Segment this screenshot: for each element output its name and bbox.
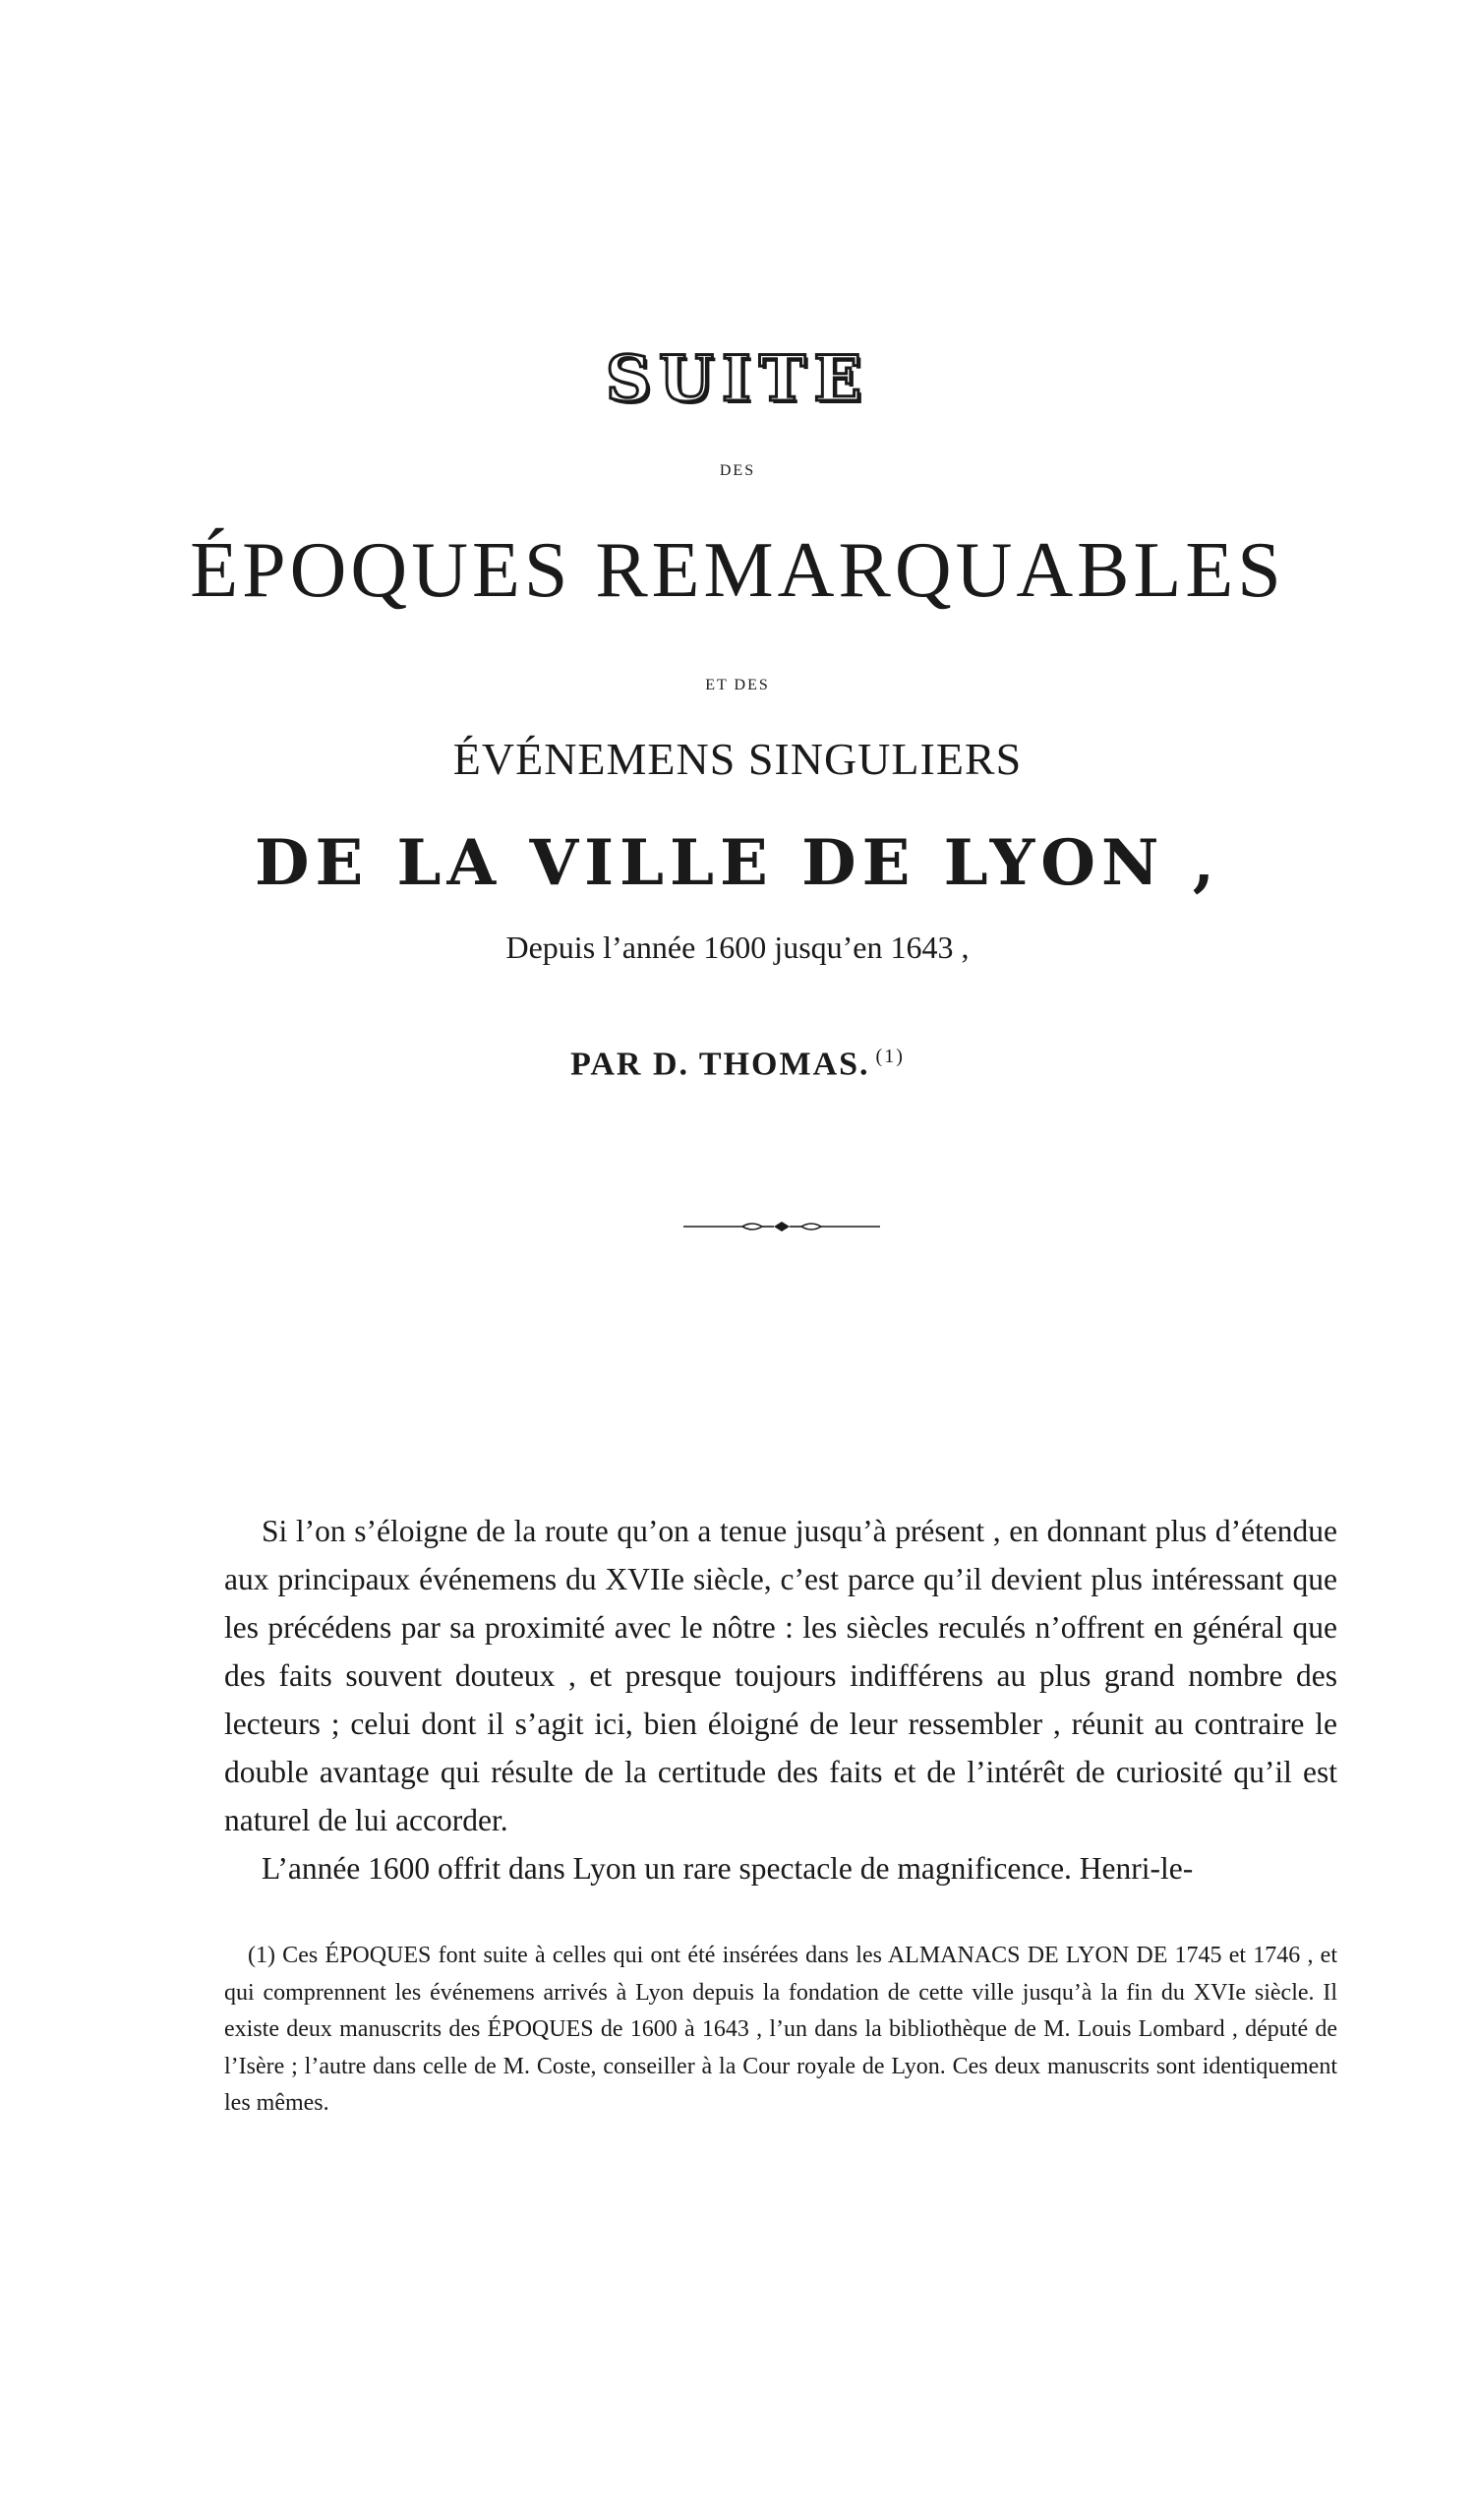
ornament-divider-icon (683, 1220, 880, 1233)
author-line (0, 1046, 1475, 1083)
footnote (224, 1938, 1337, 2123)
title-ville-de-lyon: DE LA VILLE DE LYON , (254, 826, 1221, 900)
footnote-reference: (1) (875, 1046, 905, 1067)
paragraph: L’année 1600 offrit dans Lyon un rare spectacle de magnificence. Henri-le- (262, 1851, 1194, 1886)
author-name: PAR D. THOMAS. (570, 1046, 870, 1083)
subtitle-dates: Depuis l’année 1600 jusqu’en 1643 , (505, 930, 970, 965)
footnote-text: (1) Ces ÉPOQUES font suite à celles qui ont été insérées dans les ALMANACS DE LYON DE 1745 et 1746 , et qui comprennent les événemens arrivés à Lyon depuis la fondation de cette ville jusqu’à la fin du XVIe siècle. Il existe deux manuscrits des ÉPOQUES de 1600 à 1643 , l’un dans la bibliothèque de M. Louis Lombard , député de l’Isère ; l’autre dans celle de M. Coste, conseiller à la Cour royale de Lyon. Ces deux manuscrits sont identiquement les mêmes. (224, 1943, 1337, 2116)
title-epoques: ÉPOQUES REMARQUABLES (190, 527, 1285, 614)
title-suite: SUITE (605, 342, 870, 416)
title-evenemens: ÉVÉNEMENS SINGULIERS (452, 734, 1023, 784)
paragraph: Si l’on s’éloigne de la route qu’on a tenue jusqu’à présent , en donnant plus d’étendue aux principaux événemens du XVIIe siècle, c’est parce qu’il devient plus intéressant que les précédens par sa proximité avec le nôtre : les siècles reculés n’offrent en général que des faits souvent douteux , et presque toujours indifférens au plus grand nombre des lecteurs ; celui dont il s’agit ici, bien éloigné de leur ressembler , réunit au contraire le double avantage qui résulte de la certitude des faits et de l’intérêt de curiosité qu’il est naturel de lui accorder. (224, 1514, 1337, 1837)
main-text (224, 1507, 1337, 1892)
title-et-des: ET DES (705, 677, 770, 693)
title-des: DES (719, 462, 756, 479)
